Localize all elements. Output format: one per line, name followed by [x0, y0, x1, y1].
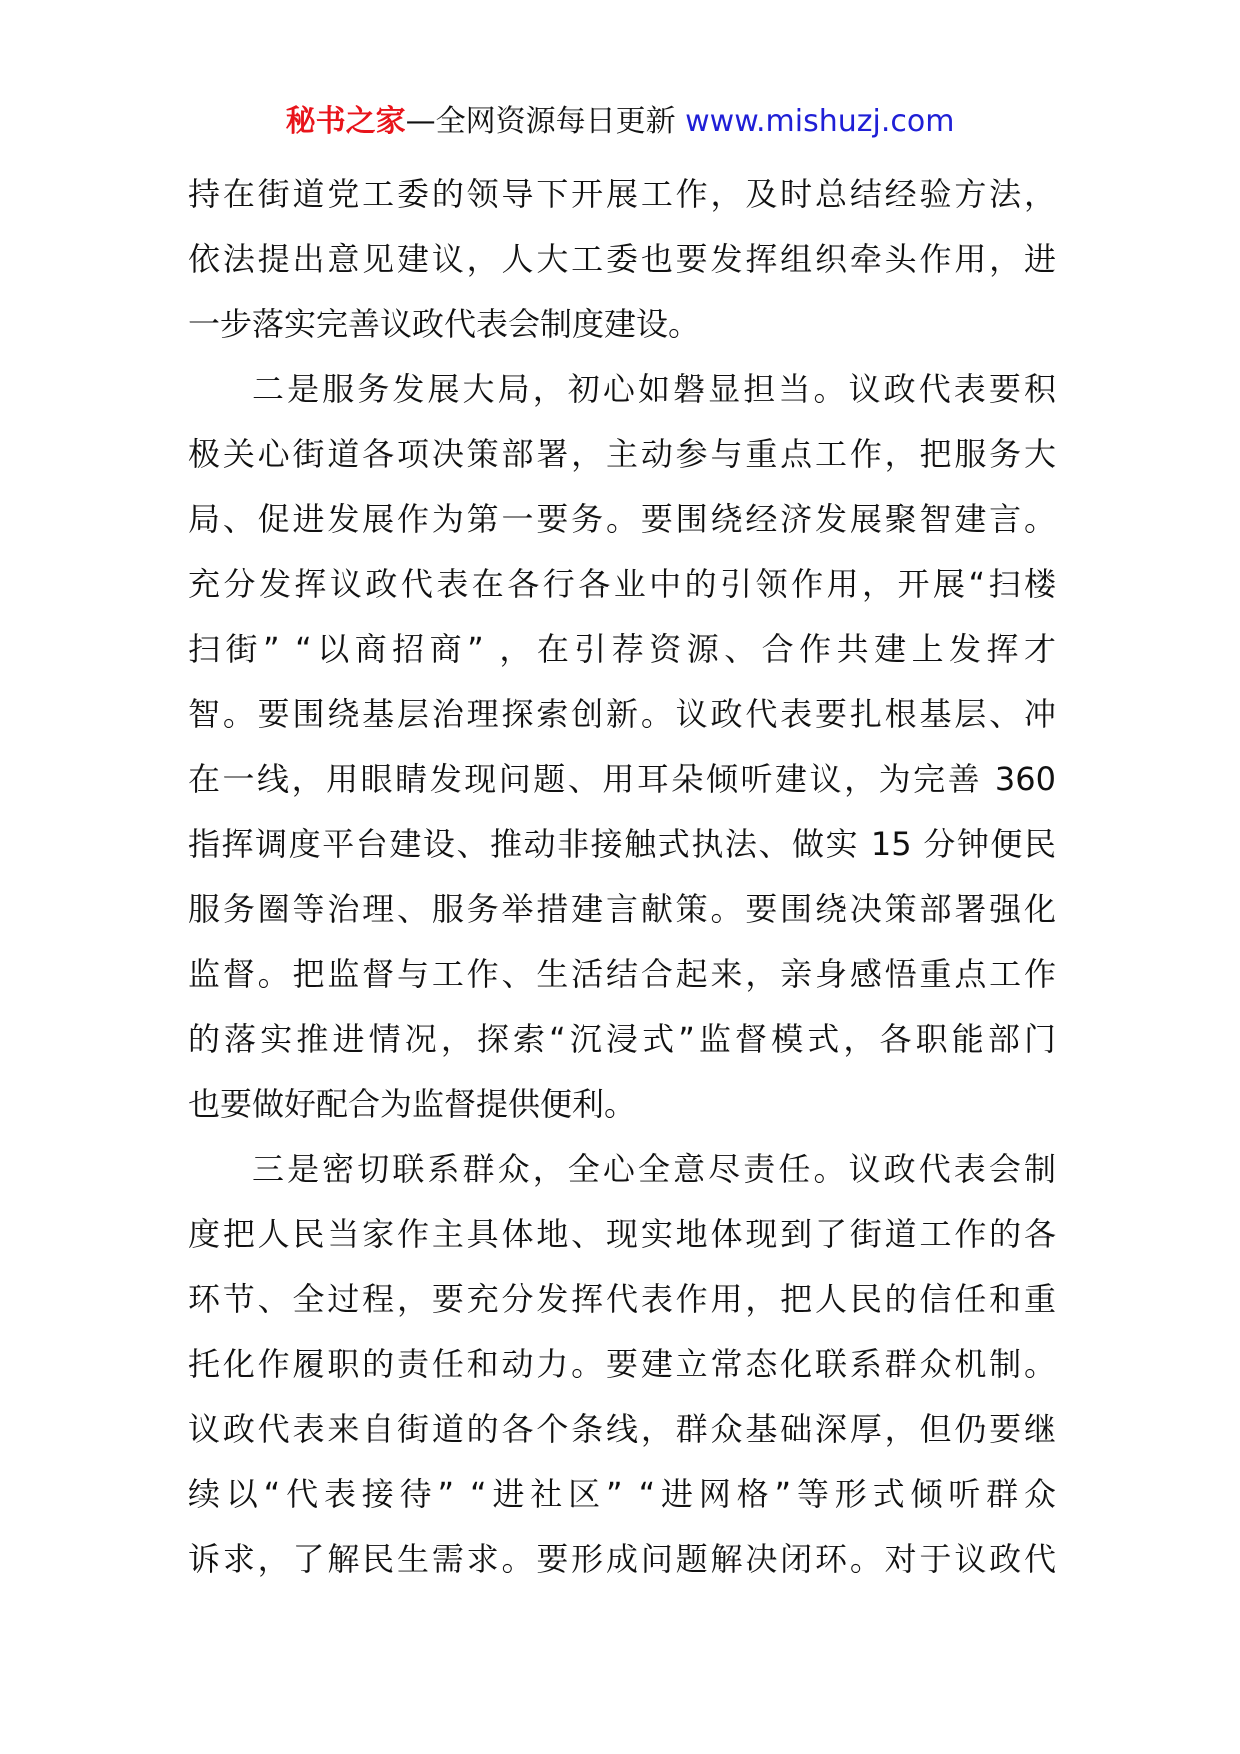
text-line: 也要做好配合为监督提供便利。	[188, 1085, 637, 1123]
text-line: 监督。把监督与工作、生活结合起来，亲身感悟重点工作	[188, 955, 1056, 993]
text-line: 续以“代表接待” “进社区” “进网格”等形式倾听群众	[188, 1475, 1056, 1513]
text-line: 一步落实完善议政代表会制度建设。	[188, 305, 701, 343]
text-line: 在一线，用眼睛发现问题、用耳朵倾听建议，为完善 360	[188, 760, 1056, 798]
text-line: 持在街道党工委的领导下开展工作，及时总结经验方法，	[188, 175, 1056, 213]
text-line: 指挥调度平台建设、推动非接触式执法、做实 15 分钟便民	[188, 825, 1056, 863]
text-line: 极关心街道各项决策部署，主动参与重点工作，把服务大	[188, 435, 1056, 473]
site-slogan: —全网资源每日更新	[405, 104, 686, 139]
paragraph-start-line: 二是服务发展大局，初心如磐显担当。议政代表要积	[252, 370, 1056, 408]
text-line: 服务圈等治理、服务举措建言献策。要围绕决策部署强化	[188, 890, 1056, 928]
text-line: 环节、全过程，要充分发挥代表作用，把人民的信任和重	[188, 1280, 1056, 1318]
text-line: 充分发挥议政代表在各行各业中的引领作用，开展“扫楼	[188, 565, 1056, 603]
text-line: 局、促进发展作为第一要务。要围绕经济发展聚智建言。	[188, 500, 1056, 538]
text-line: 扫街” “以商招商” ，在引荐资源、合作共建上发挥才	[188, 630, 1056, 668]
text-line: 智。要围绕基层治理探索创新。议政代表要扎根基层、冲	[188, 695, 1056, 733]
text-line: 度把人民当家作主具体地、现实地体现到了街道工作的各	[188, 1215, 1056, 1253]
site-url-link[interactable]: www.mishuzj.com	[685, 104, 955, 139]
text-line: 议政代表来自街道的各个条线，群众基础深厚，但仍要继	[188, 1410, 1056, 1448]
text-line: 依法提出意见建议，人大工委也要发挥组织牵头作用，进	[188, 240, 1056, 278]
paragraph-start-line: 三是密切联系群众，全心全意尽责任。议政代表会制	[252, 1150, 1056, 1188]
text-line: 托化作履职的责任和动力。要建立常态化联系群众机制。	[188, 1345, 1056, 1383]
site-brand: 秘书之家	[285, 104, 406, 139]
text-line: 诉求，了解民生需求。要形成问题解决闭环。对于议政代	[188, 1540, 1056, 1578]
document-body	[188, 162, 1056, 1592]
text-line: 的落实推进情况，探索“沉浸式”监督模式，各职能部门	[188, 1020, 1056, 1058]
page-header	[0, 100, 1240, 144]
